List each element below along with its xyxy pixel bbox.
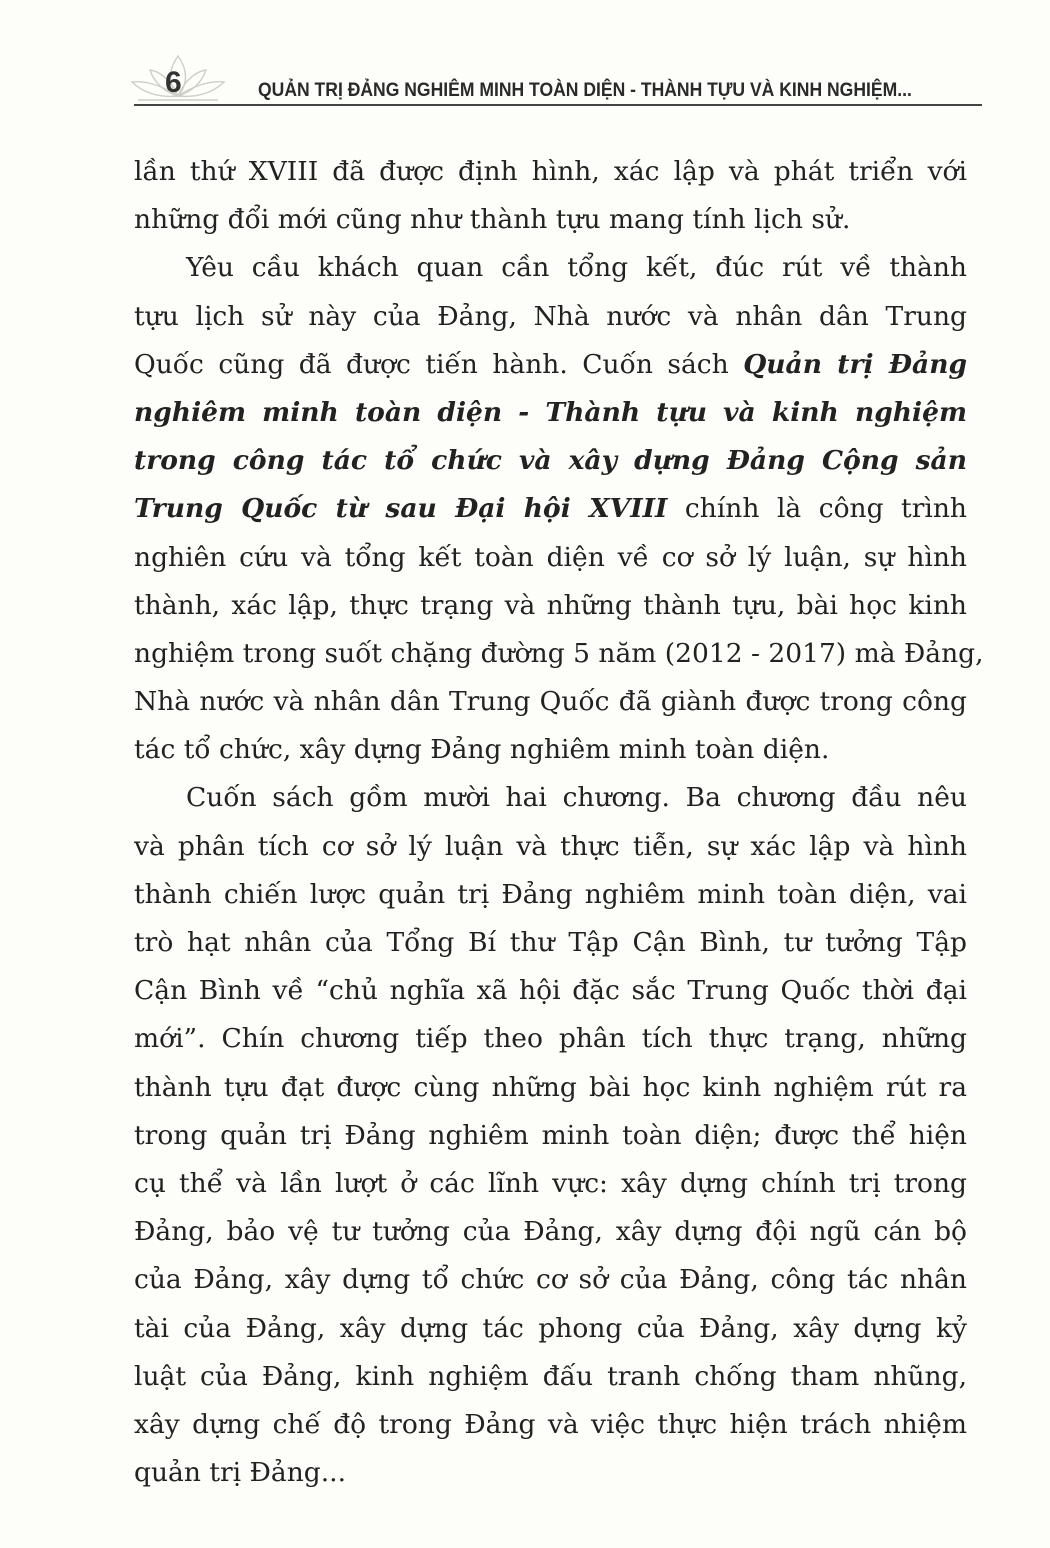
book-title-emphasis: nghiêm minh toàn diện - Thành tựu và kinh nghiệm: [134, 396, 967, 428]
text-line: Cuốn sách gồm mười hai chương. Ba chương đầu nêu: [186, 782, 967, 814]
text-line: nghiên cứu và tổng kết toàn diện về cơ sở lý luận, sự hình: [134, 541, 967, 573]
book-title-emphasis: trong công tác tổ chức và xây dựng Đảng Cộng sản: [134, 445, 967, 477]
text-line: cụ thể và lần lượt ở các lĩnh vực: xây dựng chính trị trong: [134, 1167, 967, 1199]
text-line: [134, 485, 967, 533]
book-title-emphasis: Quản trị Đảng: [743, 348, 967, 380]
text-line: Yêu cầu khách quan cần tổng kết, đúc rút về thành: [186, 252, 967, 284]
text-line: nghiệm trong suốt chặng đường 5 năm (2012 - 2017) mà Đảng,: [134, 637, 984, 669]
running-title: QUẢN TRỊ ĐẢNG NGHIÊM MINH TOÀN DIỆN - THÀNH TỰU VÀ KINH NGHIỆM...: [258, 79, 912, 101]
text-line: thành, xác lập, thực trạng và những thành tựu, bài học kinh: [134, 589, 967, 621]
text-span: chính là công trình: [684, 493, 967, 525]
text-line: [134, 341, 967, 389]
text-span: Quốc cũng đã được tiến hành. Cuốn sách: [134, 348, 729, 380]
text-line: luật của Đảng, kinh nghiệm đấu tranh chống tham nhũng,: [134, 1360, 967, 1392]
text-line: tài của Đảng, xây dựng tác phong của Đảng, xây dựng kỷ: [134, 1312, 967, 1344]
text-line: những đổi mới cũng như thành tựu mang tính lịch sử.: [134, 204, 851, 236]
text-line: lần thứ XVIII đã được định hình, xác lập và phát triển với: [134, 156, 967, 187]
header-rule: [134, 104, 982, 106]
text-line: thành tựu đạt được cùng những bài học kinh nghiệm rút ra: [134, 1071, 967, 1103]
text-line: thành chiến lược quản trị Đảng nghiêm minh toàn diện, vai: [134, 878, 967, 910]
text-line: Nhà nước và nhân dân Trung Quốc đã giành được trong công: [134, 686, 967, 718]
text-line: Đảng, bảo vệ tư tưởng của Đảng, xây dựng đội ngũ cán bộ: [134, 1216, 967, 1248]
text-line: trò hạt nhân của Tổng Bí thư Tập Cận Bình, tư tưởng Tập: [134, 927, 967, 958]
text-line: tác tổ chức, xây dựng Đảng nghiêm minh toàn diện.: [134, 734, 830, 766]
text-line: tựu lịch sử này của Đảng, Nhà nước và nhân dân Trung: [134, 300, 967, 332]
page-number: 6: [165, 66, 182, 99]
text-line: quản trị Đảng...: [134, 1457, 347, 1489]
text-line: của Đảng, xây dựng tổ chức cơ sở của Đảng, công tác nhân: [134, 1264, 967, 1296]
book-title-emphasis: Trung Quốc từ sau Đại hội XVIII: [134, 493, 668, 525]
text-line: trong quản trị Đảng nghiêm minh toàn diện; được thể hiện: [134, 1119, 967, 1151]
body-text: [134, 148, 984, 1497]
text-line: và phân tích cơ sở lý luận và thực tiễn, sự xác lập và hình: [134, 830, 967, 862]
text-line: mới”. Chín chương tiếp theo phân tích thực trạng, những: [134, 1023, 967, 1055]
text-line: xây dựng chế độ trong Đảng và việc thực hiện trách nhiệm: [134, 1408, 967, 1440]
text-line: Cận Bình về “chủ nghĩa xã hội đặc sắc Trung Quốc thời đại: [134, 975, 967, 1007]
